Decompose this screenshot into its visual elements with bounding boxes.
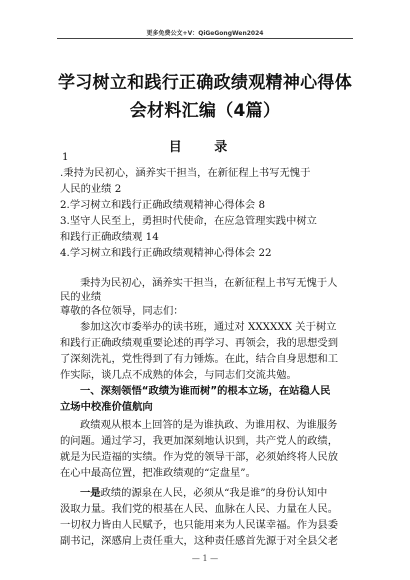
paragraph-line: 一切权力皆由人民赋予，也只能用来为人民谋幸福。作为县委: [60, 519, 339, 531]
article-title-line-2: 民的业绩: [60, 291, 102, 303]
document-title-line-2: 会材料汇编（4篇）: [129, 101, 281, 121]
paragraph-line: 参加这次市委举办的读书班，通过对 XXXXXX 关于树立: [80, 321, 337, 333]
paragraph-line: 作实际，谈几点不成熟的体会，与同志们交流共勉。: [60, 369, 297, 381]
toc-heading: 目 录: [168, 140, 242, 155]
paragraph-line: 政绩观从根本上回答的是为谁执政、为谁用权、为谁服务: [80, 419, 338, 431]
paragraph-line: 汲取力量。我们党的根基在人民、血脉在人民、力量在人民。: [60, 503, 339, 515]
section-heading-line-2: 立场中校准价值航向: [60, 401, 153, 413]
greeting: 尊敬的各位领导，同志们：: [60, 305, 184, 317]
paragraph-line: 了深刻洗礼，党性得到了有力锤炼。在此，结合自身思想和工: [60, 353, 339, 365]
paragraph-text: 政绩的源泉在人民，必须从“我是谁”的身份认知中: [100, 487, 328, 499]
article-title-line-1: 秉持为民初心，涵养实干担当，在新征程上书写无愧于人: [80, 277, 338, 289]
paragraph-line: 在心中最高位置，把准政绩观的“定盘星”。: [60, 467, 256, 479]
header-note: 更多免费公文+V：QiGeGongWen2024: [146, 30, 264, 37]
paragraph-line: 就是为民造福的实绩。作为党的领导干部，必须始终将人民放: [60, 451, 339, 463]
toc-line: 3.坚守人民至上，勇担时代使命，在应急管理实践中树立: [60, 215, 317, 227]
toc-line: 2.学习树立和践行正确政绩观精神心得体会 8: [60, 199, 265, 211]
section-heading-line-1: 一、深刻领悟“政绩为谁而树”的根本立场，在站稳人民: [80, 385, 331, 397]
page-number: — 1 —: [191, 554, 219, 563]
header-divider: [57, 38, 353, 39]
paragraph-line: 和践行正确政绩观重要论述的再学习、再领会，我的思想受到: [60, 337, 339, 349]
toc-line: 人民的业绩 2: [60, 183, 122, 195]
toc-line: 1: [62, 151, 69, 163]
toc-line: .秉持为民初心，涵养实干担当，在新征程上书写无愧于: [60, 167, 311, 179]
paragraph-lead: 一是: [80, 487, 101, 499]
paragraph-line: 副书记，深感肩上责任重大，这种责任感首先源于对全县父老: [60, 535, 339, 547]
paragraph-line: 的问题。通过学习，我更加深刻地认识到，共产党人的政绩，: [60, 435, 339, 447]
document-title-line-1: 学习树立和践行正确政绩观精神心得体: [57, 73, 353, 93]
paragraph-line: [80, 486, 327, 500]
toc-line: 和践行正确政绩观 14: [60, 231, 159, 243]
toc-line: 4.学习树立和践行正确政绩观精神心得体会 22: [60, 247, 272, 259]
